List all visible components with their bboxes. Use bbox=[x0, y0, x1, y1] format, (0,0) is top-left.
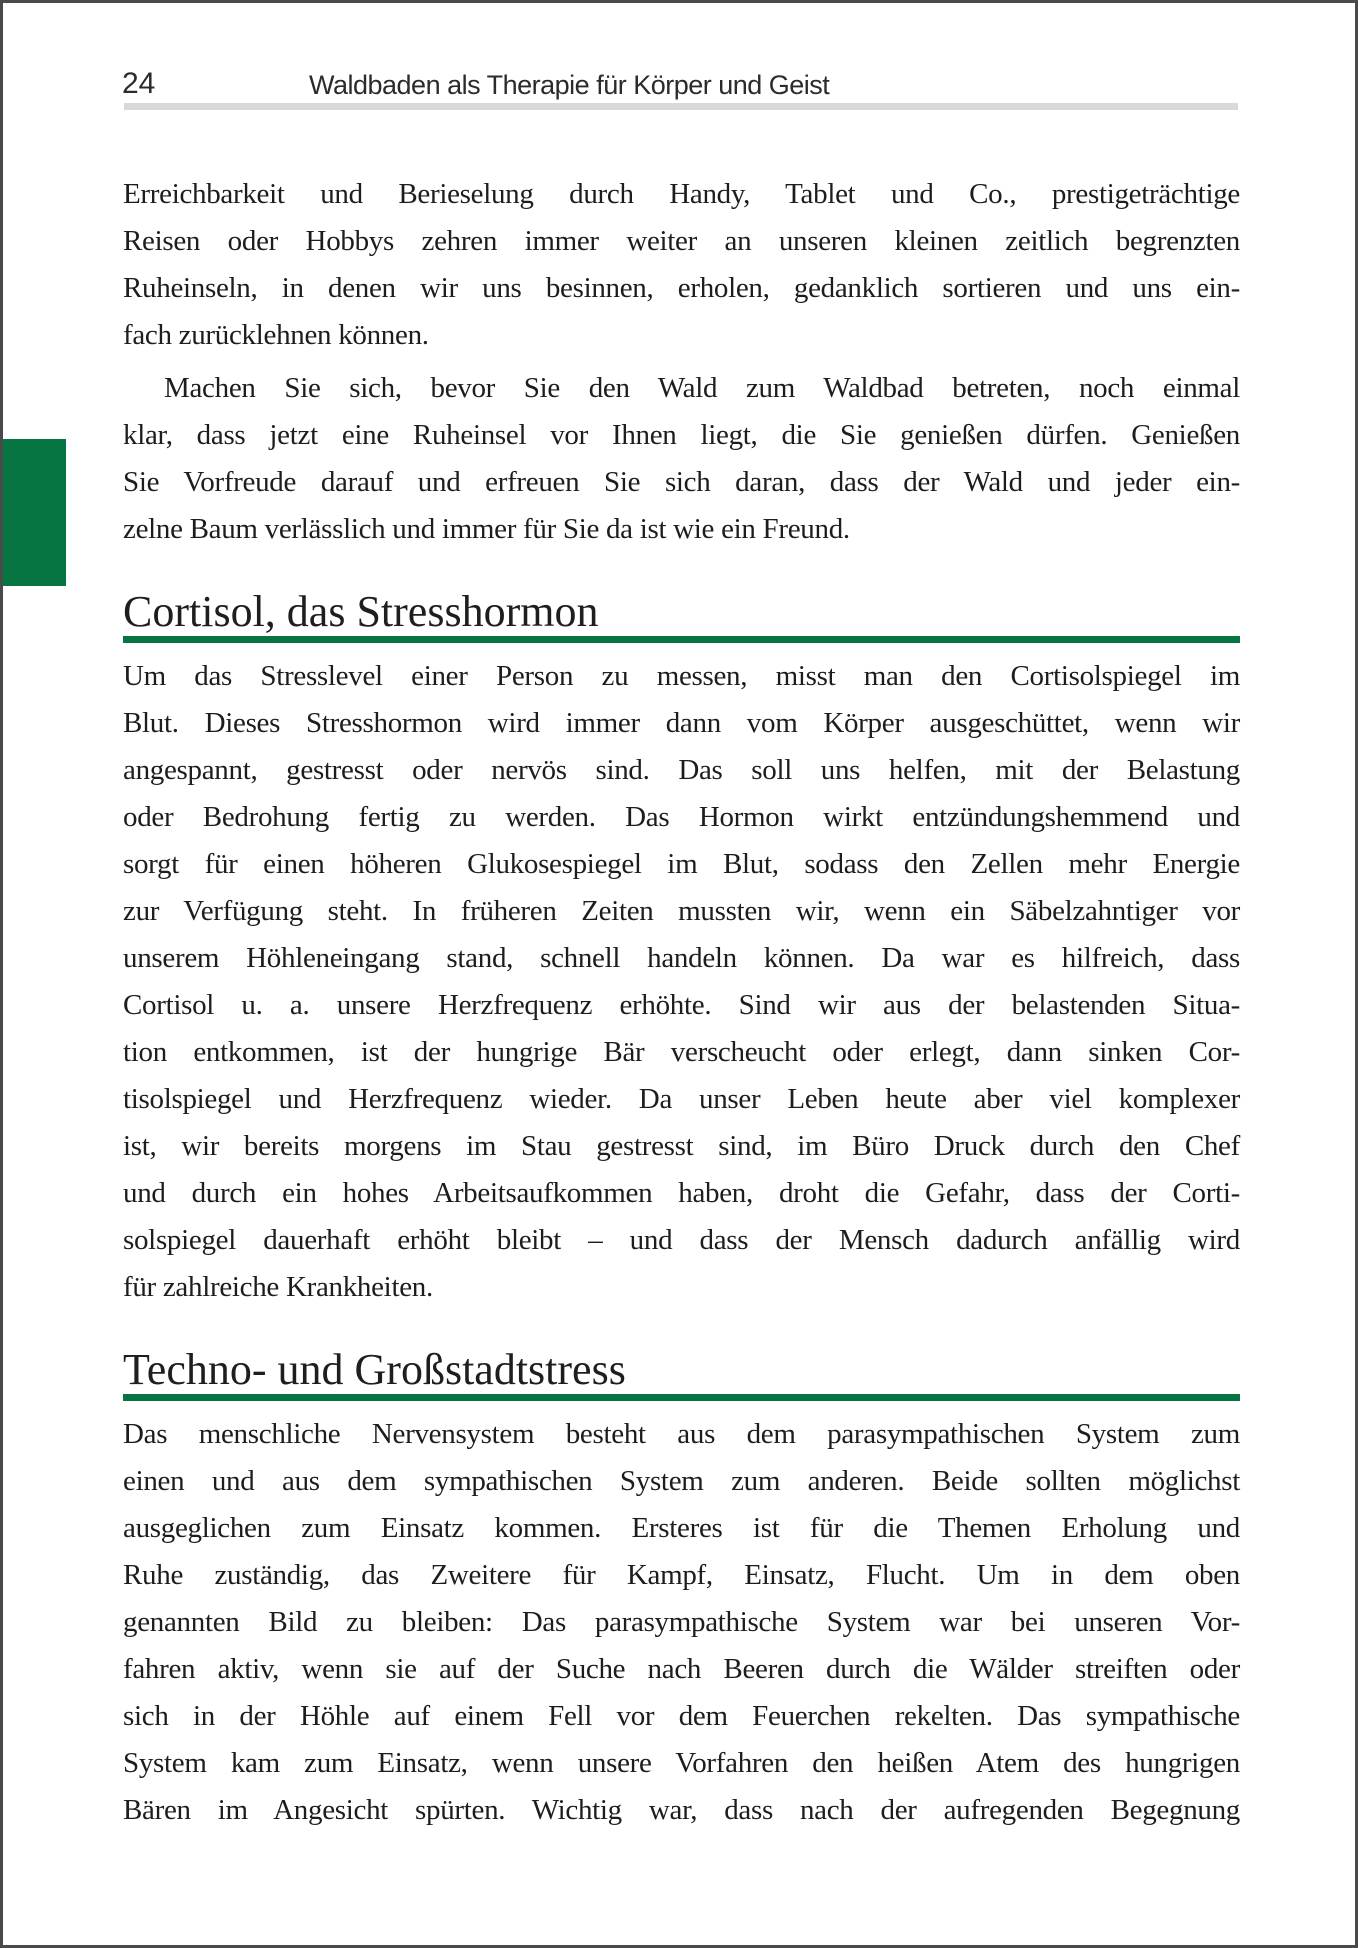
text-line: solspiegel dauerhaft erhöht bleibt – und dass der Mensch dadurch anfällig wird bbox=[123, 1224, 1240, 1256]
header-rule bbox=[124, 103, 1238, 110]
text-line: zelne Baum verlässlich und immer für Sie da ist wie ein Freund. bbox=[123, 513, 850, 545]
cortisol-paragraph bbox=[123, 653, 1240, 1311]
text-line: ausgeglichen zum Einsatz kommen. Ersteres ist für die Themen Erholung und bbox=[123, 1512, 1240, 1544]
text-line: oder Bedrohung fertig zu werden. Das Hormon wirkt entzündungshemmend und bbox=[123, 801, 1240, 833]
text-line: Um das Stresslevel einer Person zu messen, misst man den Cortisolspiegel im bbox=[123, 660, 1240, 692]
text-line: sorgt für einen höheren Glukosespiegel im Blut, sodass den Zellen mehr Energie bbox=[123, 848, 1240, 880]
text-line: Machen Sie sich, bevor Sie den Wald zum Waldbad betreten, noch einmal bbox=[164, 372, 1240, 404]
text-line: tisolspiegel und Herzfrequenz wieder. Da unser Leben heute aber viel komplexer bbox=[123, 1083, 1240, 1115]
heading-cortisol: Cortisol, das Stresshormon bbox=[123, 589, 1240, 643]
page-number: 24 bbox=[122, 67, 156, 100]
text-line: genannten Bild zu bleiben: Das parasympathische System war bei unseren Vor- bbox=[123, 1606, 1240, 1638]
text-line: Ruhe zuständig, das Zweitere für Kampf, Einsatz, Flucht. Um in dem oben bbox=[123, 1559, 1240, 1591]
text-line: Reisen oder Hobbys zehren immer weiter an unseren kleinen zeitlich begrenzten bbox=[123, 225, 1240, 257]
text-line: unserem Höhleneingang stand, schnell handeln können. Da war es hilfreich, dass bbox=[123, 942, 1240, 974]
text-line: Ruheinseln, in denen wir uns besinnen, erholen, gedanklich sortieren und uns ein- bbox=[123, 272, 1240, 304]
text-line: zur Verfügung steht. In früheren Zeiten mussten wir, wenn ein Säbelzahntiger vor bbox=[123, 895, 1240, 927]
text-line: Blut. Dieses Stresshormon wird immer dann vom Körper ausgeschüttet, wenn wir bbox=[123, 707, 1240, 739]
text-line: tion entkommen, ist der hungrige Bär verscheucht oder erlegt, dann sinken Cor- bbox=[123, 1036, 1240, 1068]
text-line: für zahlreiche Krankheiten. bbox=[123, 1271, 433, 1303]
text-line: sich in der Höhle auf einem Fell vor dem Feuerchen rekelten. Das sympathische bbox=[123, 1700, 1240, 1732]
text-line: fahren aktiv, wenn sie auf der Suche nach Beeren durch die Wälder streiften oder bbox=[123, 1653, 1240, 1685]
text-line: Das menschliche Nervensystem besteht aus dem parasympathischen System zum bbox=[123, 1418, 1240, 1450]
text-line: klar, dass jetzt eine Ruheinsel vor Ihnen liegt, die Sie genießen dürfen. Genießen bbox=[123, 419, 1240, 451]
text-line: Erreichbarkeit und Berieselung durch Handy, Tablet und Co., prestigeträchtige bbox=[123, 178, 1240, 210]
ruheinsel-paragraph bbox=[123, 365, 1240, 553]
text-line: ist, wir bereits morgens im Stau gestresst sind, im Büro Druck durch den Chef bbox=[123, 1130, 1240, 1162]
page-content bbox=[123, 171, 1240, 1834]
text-line: angespannt, gestresst oder nervös sind. Das soll uns helfen, mit der Belastung bbox=[123, 754, 1240, 786]
intro-paragraph bbox=[123, 171, 1240, 359]
text-line: einen und aus dem sympathischen System zum anderen. Beide sollten möglichst bbox=[123, 1465, 1240, 1497]
text-line: Bären im Angesicht spürten. Wichtig war, dass nach der aufregenden Begegnung bbox=[123, 1794, 1240, 1826]
chapter-tab-marker bbox=[0, 439, 66, 586]
text-line: fach zurücklehnen können. bbox=[123, 319, 429, 351]
heading-technostress: Techno- und Großstadtstress bbox=[123, 1347, 1240, 1401]
technostress-paragraph bbox=[123, 1411, 1240, 1834]
text-line: Cortisol u. a. unsere Herzfrequenz erhöhte. Sind wir aus der belastenden Situa- bbox=[123, 989, 1240, 1021]
running-title: Waldbaden als Therapie für Körper und Geist bbox=[309, 70, 830, 100]
text-line: und durch ein hohes Arbeitsaufkommen haben, droht die Gefahr, dass der Corti- bbox=[123, 1177, 1240, 1209]
text-line: Sie Vorfreude darauf und erfreuen Sie sich daran, dass der Wald und jeder ein- bbox=[123, 466, 1240, 498]
text-line: System kam zum Einsatz, wenn unsere Vorfahren den heißen Atem des hungrigen bbox=[123, 1747, 1240, 1779]
